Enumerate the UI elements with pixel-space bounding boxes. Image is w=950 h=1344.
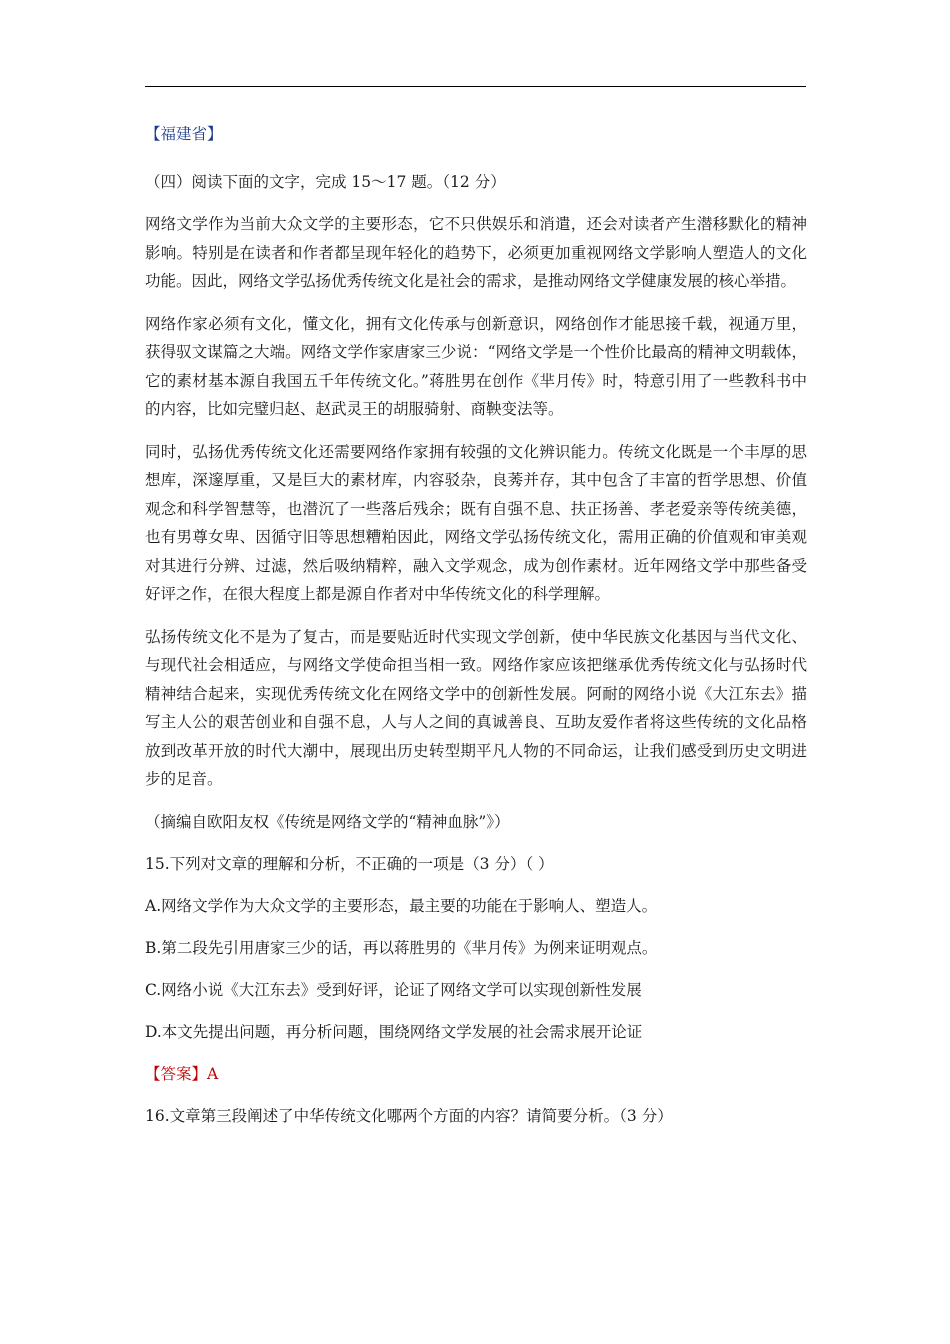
passage-paragraph: 网络文学作为当前大众文学的主要形态，它不只供娱乐和消遣，还会对读者产生潜移默化的精神影响。特别是在读者和作者都呈现年轻化的趋势下，必须更加重视网络文学影响人塑造人的文化功能。因此，网络文学弘扬优秀传统文化是社会的需求，是推动网络文学健康发展的核心举措。	[145, 215, 807, 290]
section-intro: （四）阅读下面的文字，完成 15～17 题。（12 分）	[145, 173, 506, 191]
passage-paragraph: 网络作家必须有文化，懂文化，拥有文化传承与创新意识，网络创作才能思接千载，视通万里，获得驭文谋篇之大端。网络文学作家唐家三少说：“网络文学是一个性价比最高的精神文明载体，它的素材基本源自我国五千年传统文化。”蒋胜男在创作《芈月传》时，特意引用了一些教科书中的内容，比如完璧归赵、赵武灵王的胡服骑射、商鞅变法等。	[145, 314, 807, 418]
passage-paragraph: 同时，弘扬优秀传统文化还需要网络作家拥有较强的文化辨识能力。传统文化既是一个丰厚的思想库，深邃厚重，又是巨大的素材库，内容驳杂，良莠并存，其中包含了丰富的哲学思想、价值观念和科学智慧等，也潜沉了一些落后残余；既有自强不息、扶正扬善、孝老爱亲等传统美德，也有男尊女卑、因循守旧等思想糟粕因此，网络文学弘扬传统文化，需用正确的价值观和审美观对其进行分辨、过滤，然后吸纳精粹，融入文学观念，成为创作素材。近年网络文学中那些备受好评之作，在很大程度上都是源自作者对中华传统文化的科学理解。	[145, 442, 807, 603]
question-16-stem: 16.文章第三段阐述了中华传统文化哪两个方面的内容？请简要分析。（3 分）	[145, 1106, 673, 1125]
source-citation: （摘编自欧阳友权《传统是网络文学的“精神血脉”》）	[145, 812, 510, 831]
option-c: C.网络小说《大江东去》受到好评，论证了网络文学可以实现创新性发展	[145, 980, 642, 999]
region-label: 【福建省】	[145, 125, 223, 143]
question-15-stem: 15.下列对文章的理解和分析，不正确的一项是（3 分）（ ）	[145, 854, 554, 873]
document-body	[145, 120, 807, 1144]
passage-paragraph: 弘扬传统文化不是为了复古，而是要贴近时代实现文学创新，使中华民族文化基因与当代文化、与现代社会相适应，与网络文学使命担当相一致。网络作家应该把继承优秀传统文化与弘扬时代精神结合起来，实现优秀传统文化在网络文学中的创新性发展。阿耐的网络小说《大江东去》描写主人公的艰苦创业和自强不息，人与人之间的真诚善良、互助友爱作者将这些传统的文化品格放到改革开放的时代大潮中，展现出历史转型期平凡人物的不同命运，让我们感受到历史文明进步的足音。	[145, 627, 807, 788]
option-b: B.第二段先引用唐家三少的话，再以蒋胜男的《芈月传》为例来证明观点。	[145, 938, 658, 957]
option-a: A.网络文学作为大众文学的主要形态，最主要的功能在于影响人、塑造人。	[145, 896, 658, 915]
option-d: D.本文先提出问题，再分析问题，围绕网络文学发展的社会需求展开论证	[145, 1022, 643, 1041]
answer-15: 【答案】A	[145, 1064, 219, 1083]
header-rule	[145, 86, 806, 87]
